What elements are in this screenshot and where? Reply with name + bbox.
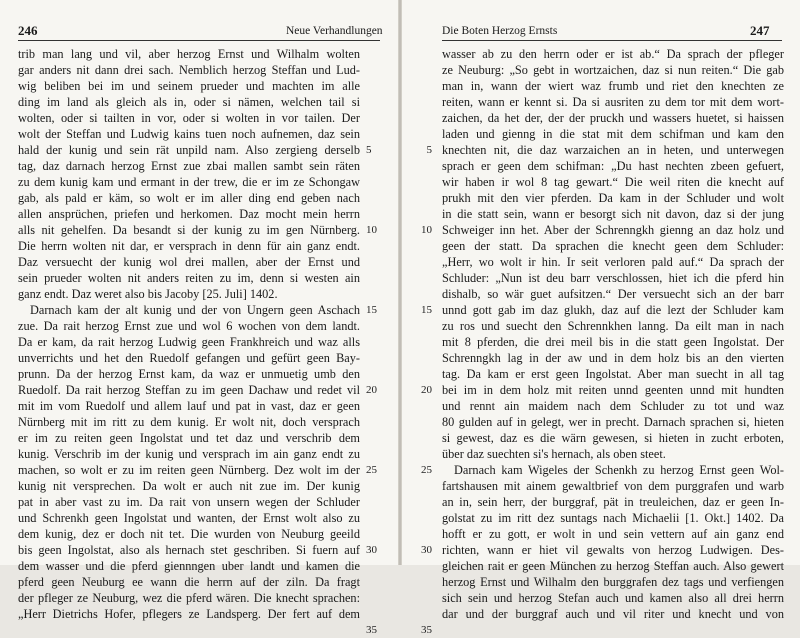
text-line: „Herr Dietrichs Hofer, pflegers ze Landsperg. Der fert auf dem [18, 607, 360, 621]
text-line: reiten, wann er kennt si. Da si ausriten zu dem tor mit dem wort- [442, 95, 784, 109]
line-number-marker: 15 [366, 304, 377, 316]
text-line: 80 gulden auf in gelegt, wer in precht. Darnach sprachen si, hieten [442, 415, 784, 429]
left-header-rule [18, 40, 380, 41]
left-running-head: Neue Verhandlungen [286, 25, 383, 37]
text-line: dem wasser und die pferd giennngen uber landt und kamen die [18, 559, 360, 573]
text-line: zu ros und suecht den Schrennkhen lanng. Da eilt man in nach [442, 319, 784, 333]
text-line: richten, wann er hiet vil gewalts von herzog Ludwigen. Des- [442, 543, 784, 557]
right-page [402, 0, 800, 636]
line-number-marker: 35 [421, 624, 432, 636]
text-line: über daz suechten si's hernach, als oben steet. [442, 447, 666, 461]
text-line: wasser ab zu den herrn oder er ist ab.“ Da sprach der pfleger [442, 47, 784, 61]
left-page-number: 246 [18, 23, 38, 38]
text-line: gleichen rait er geen München zu herzog Steffan auch. Also gewert [442, 559, 784, 573]
text-line: sich sein und herzog Stefan auch und kamen also all drei herrn [442, 591, 784, 605]
right-page-number: 247 [750, 23, 770, 38]
text-line: zaichen, da het der, der der pruckh und wassers huetet, si haissen [442, 111, 784, 125]
line-number-marker: 25 [421, 464, 432, 476]
text-line: pferd geen Neuburg ee wann die herrn auf der ziln. Da fragt [18, 575, 360, 589]
text-line: „Herr, wo wolt ir hin. Ir seit verloren pald auf.“ Da sprach der [442, 255, 784, 269]
right-running-head: Die Boten Herzog Ernsts [442, 25, 558, 37]
text-line: bis geen Ingolstat, also als hernach stet geschriben. Si fuern auf [18, 543, 360, 557]
text-line: wolten, oder si tailten in vor, oder si wolten in vor tailen. Der [18, 111, 360, 125]
line-number-marker: 20 [421, 384, 432, 396]
text-line: Da er kam, da rait herzog Ludwig geen Frankhreich und waz alls [18, 335, 360, 349]
text-line: unnd gott gab im daz glukh, daz auf die lezt der Schluder kam [442, 303, 784, 317]
right-header-rule [442, 40, 782, 41]
text-line: Darnach kam Wigeles der Schenkh zu herzog Ernst geen Wol- [454, 463, 784, 477]
text-line: Darnach kam der alt kunig und der von Ungern geen Aschach [30, 303, 360, 317]
text-line: Schweiger inn het. Aber der Schrenngkh gienng an daz holz und [442, 223, 784, 237]
text-line: der pfleger ze Neuburg, wez die pferd wären. Die knecht sprachen: [18, 591, 360, 605]
text-line: hald der kunig und sein rät unpild nam. Also zergieng derselb [18, 143, 360, 157]
line-number-marker: 25 [366, 464, 377, 476]
text-line: kunig nit versprechen. Da wolt er auch nit zue im. Der kunig [18, 479, 360, 493]
text-line: in die statt sein, wann er besorgt sich nit davon, daz si der jung [442, 207, 784, 221]
text-line: geen der statt. Da sprachen die knecht geen dem Schluder: [442, 239, 784, 253]
text-line: tag, daz darnach herzog Ernst zue zbai mallen sambt sein räten [18, 159, 360, 173]
text-line: Die herrn wolten nit dar, er versprach in denn für ain ganz endt. [18, 239, 360, 253]
text-line: mit im vom Ruedolf und allem lauf und pat in vast, daz er geen [18, 399, 360, 413]
text-line: gar anders nit dann drei sach. Nemblich herzog Steffan und Lud- [18, 63, 360, 77]
left-page [0, 0, 398, 636]
text-line: Ruedolf. Da rait herzog Steffan zu im geen Dachaw und redet vil [18, 383, 360, 397]
text-line: wig beliben bei im und seinem prueder und machten im alle [18, 79, 360, 93]
text-line: hofft er zu gott, er wolt in und sein vettern auf ain ganz end [442, 527, 784, 541]
text-line: prukh mit den vier pferden. Da kam in der Schluder und wolt [442, 191, 784, 205]
text-line: ganz endt. Daz weret also bis Jacoby [25. Juli] 1402. [18, 287, 278, 301]
line-number-marker: 20 [366, 384, 377, 396]
text-line: dishalb, so wär guet aufsitzen.“ Der versuecht sich an der barr [442, 287, 784, 301]
text-line: herzog Ernst und Wilhalm den burggrafen dez tags und verfiengen [442, 575, 784, 589]
line-number-marker: 5 [426, 144, 432, 156]
right-page-text [442, 46, 784, 622]
text-line: Schluder: „Nun ist deu barr verschlossen, hiet ich die pferd hin [442, 271, 784, 285]
text-line: kunig. Verschrib im der kunig und versprach im ain ganz endt zu [18, 447, 360, 461]
text-line: unverrichts und het den Ruedolf gefangen und gefürt geen Bay- [18, 351, 360, 365]
text-line: er im zu reiten geen Ingolstat und tet daz und verschrib dem [18, 431, 360, 445]
text-line: allen ansprüchen, priefen und herkomen. Daz mocht mein herrn [18, 207, 360, 221]
text-line: dar und der burggraf auch und vil riter und knecht und von [442, 607, 784, 621]
line-number-marker: 35 [366, 624, 377, 636]
left-page-text [18, 46, 360, 622]
text-line: und Schrenkh geen Ingolstat und wanten, der Ernst wolt also zu [18, 511, 360, 525]
text-line: si gewest, daz es die wärn gewesen, si hieten in zucht erboten, [442, 431, 784, 445]
text-line: laden und gienng in die stat mit dem schifman und kam den [442, 127, 784, 141]
text-line: machen, so wolt er zu im reiten geen Nürnberg. Dez wolt im der [18, 463, 360, 477]
line-number-marker: 10 [421, 224, 432, 236]
text-line: ze Neuburg: „So gebt in wortzaichen, daz si nun reiten.“ Die gab [442, 63, 784, 77]
text-line: pat in aber vast zu im. Da rait von unsern wegen der Schluder [18, 495, 360, 509]
line-number-marker: 10 [366, 224, 377, 236]
line-number-marker: 5 [366, 144, 372, 156]
text-line: wolt der Steffan und Ludwig kains tuen noch aufnemen, daz sein [18, 127, 360, 141]
text-line: knechten nit, die daz warzaichen an in heten, und unterwegen [442, 143, 784, 157]
text-line: golstat zu im ritt dez suntags nach Michaelii [1. Okt.] 1402. Da [442, 511, 784, 525]
text-line: alls nit gehelfen. Da besandt si der kunig zu im gen Nürnberg. [18, 223, 360, 237]
text-line: Schrenngkh lag in der aw und in dem holz bis an den vierten [442, 351, 784, 365]
text-line: an in, sein herr, der burggraf, pät in treuleichen, daz er geen In- [442, 495, 784, 509]
text-line: und rennt ain maidem nach dem Schluder zu tot und waz [442, 399, 784, 413]
text-line: sein prueder wolten nit anders reiten zu im, denn si westen ain [18, 271, 360, 285]
text-line: fartshausen mit ainem gewaltbrief von dem purggrafen und warb [442, 479, 784, 493]
line-number-marker: 30 [366, 544, 377, 556]
text-line: gab, als pald er käm, so wolt er im aller ding end geben nach [18, 191, 360, 205]
text-line: Daz versuecht der kunig wol drei mallen, aber der Ernst und [18, 255, 360, 269]
text-line: man in, wann der wiert waz frumb und riet den knechten ze [442, 79, 784, 93]
text-line: dem kunig, dez er doch nit tet. Die wurden von Neuburg geeild [18, 527, 360, 541]
text-line: zu dem kunig kam und ermant in der trew, die er im ze Schongaw [18, 175, 360, 189]
text-line: wir haben ir wol 8 tag gewart.“ Die weil riten die knecht auf [442, 175, 784, 189]
text-line: trib man lang und vil, aber herzog Ernst und Wilhalm wolten [18, 47, 360, 61]
text-line: tag. Da kam er erst geen Ingolstat. Aber man suecht in all tag [442, 367, 784, 381]
text-line: Nürnberg mit im ritt zu dem kunig. Er wolt nit, doch versprach [18, 415, 360, 429]
text-line: bei im in dem holz mit reiten unnd geenten unnd mit hundten [442, 383, 784, 397]
text-line: zue. Da rait herzog Ernst zue und wol 6 wochen von dem landt. [18, 319, 360, 333]
text-line: prunn. Da der herzog Ernst kam, da waz er unmuetig umb den [18, 367, 360, 381]
line-number-marker: 15 [421, 304, 432, 316]
text-line: ding im land als gleich als in, oder si nämen, welchen tail si [18, 95, 360, 109]
line-number-marker: 30 [421, 544, 432, 556]
text-line: mit 8 pferden, die drei meil bis in die statt geen Ingolstat. Der [442, 335, 784, 349]
text-line: sprach er geen dem schifman: „Du hast nechten zbeen gefuert, [442, 159, 784, 173]
